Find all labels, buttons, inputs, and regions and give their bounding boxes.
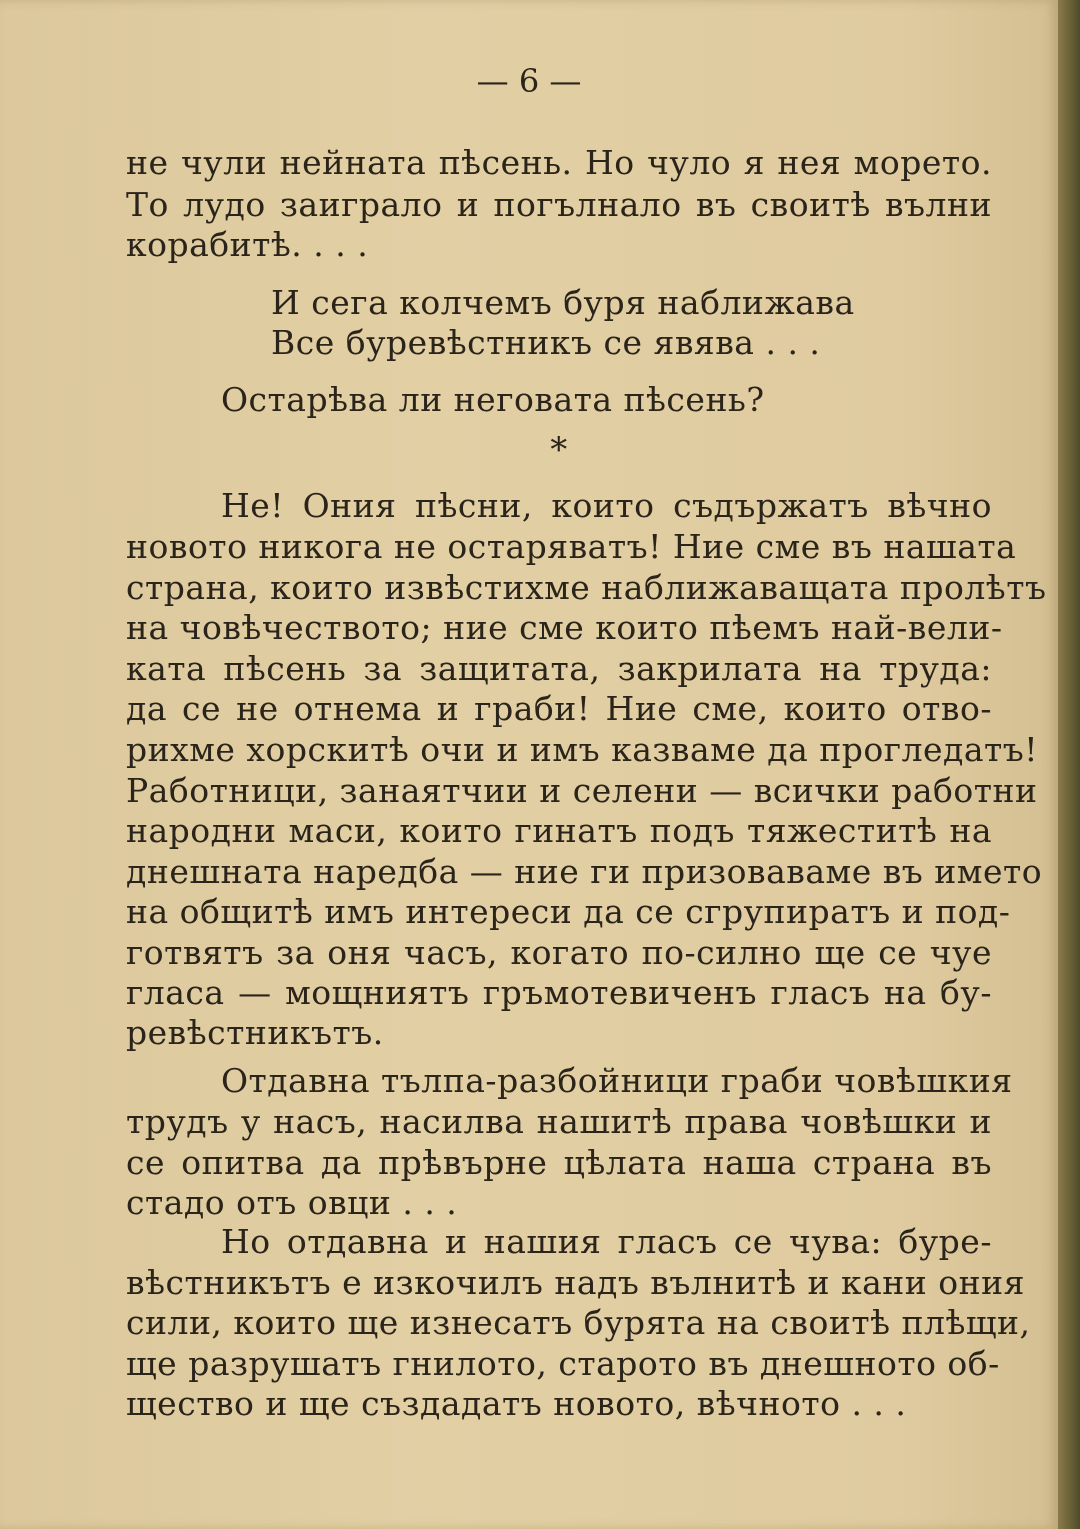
text-line: страна, които извѣстихме наближаващата пролѣтъ	[126, 568, 1047, 607]
page-edge-shadow	[1058, 0, 1080, 1529]
text-line: на човѣчеството; ние сме които пѣемъ най-вели-	[126, 608, 1003, 647]
verse-line: Все буревѣстникъ се явява . . .	[271, 323, 821, 362]
text-line: не чули нейната пѣсень. Но чуло я нея морето.	[126, 143, 992, 182]
text-line: Работници, занаятчии и селени — всички работни	[126, 771, 1038, 810]
text-line: гласа — мощниятъ гръмотевиченъ гласъ на бу-	[126, 973, 992, 1012]
text-line: Отдавна тълпа-разбойници граби човѣшкия	[221, 1061, 1013, 1100]
question-line: Остарѣва ли неговата пѣсень?	[221, 380, 765, 419]
text-line: щество и ще създадатъ новото, вѣчното . . .	[126, 1384, 907, 1423]
text-line: сили, които ще изнесатъ бурята на своитѣ плѣщи,	[126, 1303, 1031, 1342]
text-line: вѣстникътъ е изкочилъ надъ вълнитѣ и кани ония	[126, 1263, 1025, 1302]
verse-line: И сега колчемъ буря наближава	[271, 283, 855, 322]
text-line: трудъ у насъ, насилва нашитѣ права човѣшки и	[126, 1102, 992, 1141]
text-line: днешната наредба — ние ги призоваваме въ името	[126, 852, 1043, 891]
page-number: — 6 —	[476, 62, 582, 100]
text-line: То лудо заиграло и погълнало въ своитѣ вълни	[126, 185, 992, 224]
text-line: корабитѣ. . . .	[126, 225, 369, 264]
text-line: се опитва да прѣвърне цѣлата наша страна въ	[126, 1143, 992, 1182]
text-line: готвятъ за оня часъ, когато по-силно ще се чуе	[126, 933, 992, 972]
text-line: народни маси, които гинатъ подъ тяжеститѣ на	[126, 811, 992, 850]
text-line: новото никога не остаряватъ! Ние сме въ нашата	[126, 527, 1017, 566]
text-line: рихме хорскитѣ очи и имъ казваме да прогледатъ!	[126, 730, 1039, 769]
text-line: Но отдавна и нашия гласъ се чува: буре-	[221, 1222, 992, 1261]
text-line: стадо отъ овци . . .	[126, 1183, 458, 1222]
text-line: на общитѣ имъ интереси да се сгрупиратъ и под-	[126, 892, 1011, 931]
text-line: ще разрушатъ гнилото, старото въ днешното об-	[126, 1344, 1000, 1383]
section-separator: *	[550, 430, 568, 470]
text-line: ревѣстникътъ.	[126, 1013, 384, 1052]
text-line: Не! Ония пѣсни, които съдържатъ вѣчно	[221, 486, 992, 525]
text-line: ката пѣсень за защитата, закрилата на труда:	[126, 649, 992, 688]
text-line: да се не отнема и граби! Ние сме, които отво-	[126, 689, 992, 728]
